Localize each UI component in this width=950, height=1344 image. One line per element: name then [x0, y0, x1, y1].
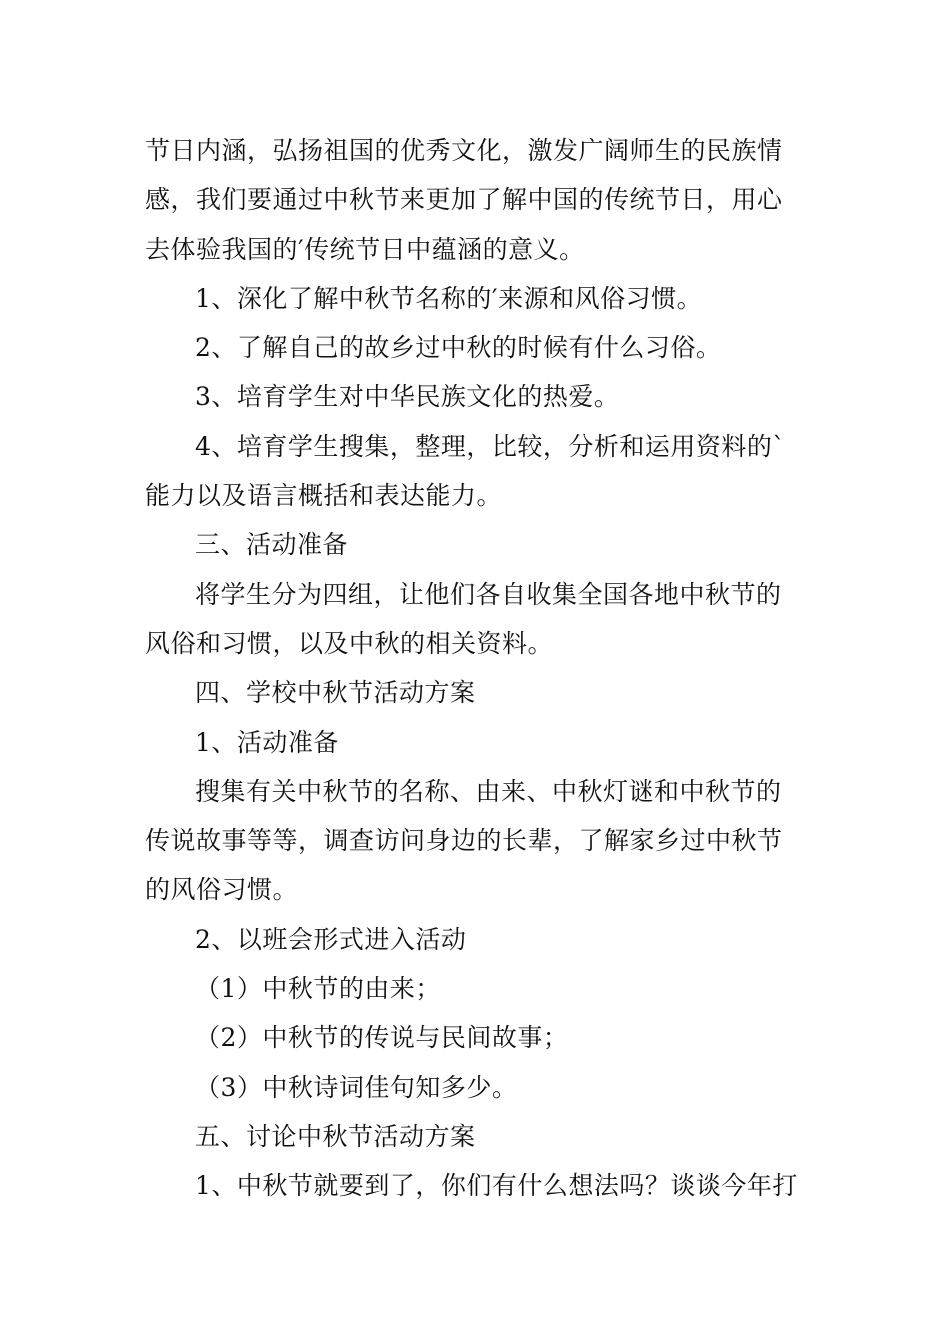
paragraph-line: 传说故事等等，调查访问身边的长辈，了解家乡过中秋节	[145, 826, 783, 856]
list-item: （1）中秋节的由来；	[195, 974, 441, 1004]
section-heading: 四、学校中秋节活动方案	[195, 678, 476, 708]
paragraph-line: 感，我们要通过中秋节来更加了解中国的传统节日，用心	[145, 185, 783, 215]
paragraph-line: 1、中秋节就要到了，你们有什么想法吗？谈谈今年打	[195, 1171, 798, 1201]
list-item: 2、了解自己的故乡过中秋的时候有什么习俗。	[195, 333, 722, 363]
subsection-heading: 1、活动准备	[195, 727, 339, 757]
list-item: 1、深化了解中秋节名称的′来源和风俗习惯。	[195, 283, 703, 313]
list-item: （2）中秋节的传说与民间故事；	[195, 1023, 569, 1053]
list-item: 4、培育学生搜集，整理，比较，分析和运用资料的`	[195, 431, 786, 461]
section-heading: 五、讨论中秋节活动方案	[195, 1121, 476, 1151]
paragraph-line: 节日内涵，弘扬祖国的优秀文化，激发广阔师生的民族情	[145, 136, 783, 165]
document-body	[145, 126, 810, 1211]
paragraph-line: 搜集有关中秋节的名称、由来、中秋灯谜和中秋节的	[195, 776, 782, 806]
list-item: 3、培育学生对中华民族文化的热爱。	[195, 382, 620, 412]
paragraph-line: 能力以及语言概括和表达能力。	[145, 481, 503, 511]
paragraph-line: 的风俗习惯。	[145, 875, 299, 905]
paragraph-line: 风俗和习惯，以及中秋的相关资料。	[145, 628, 554, 658]
paragraph-line: 去体验我国的′传统节日中蕴涵的意义。	[145, 234, 585, 264]
section-heading: 三、活动准备	[195, 530, 349, 560]
list-item: （3）中秋诗词佳句知多少。	[195, 1072, 518, 1102]
subsection-heading: 2、以班会形式进入活动	[195, 924, 467, 954]
paragraph-line: 将学生分为四组，让他们各自收集全国各地中秋节的	[195, 579, 782, 609]
